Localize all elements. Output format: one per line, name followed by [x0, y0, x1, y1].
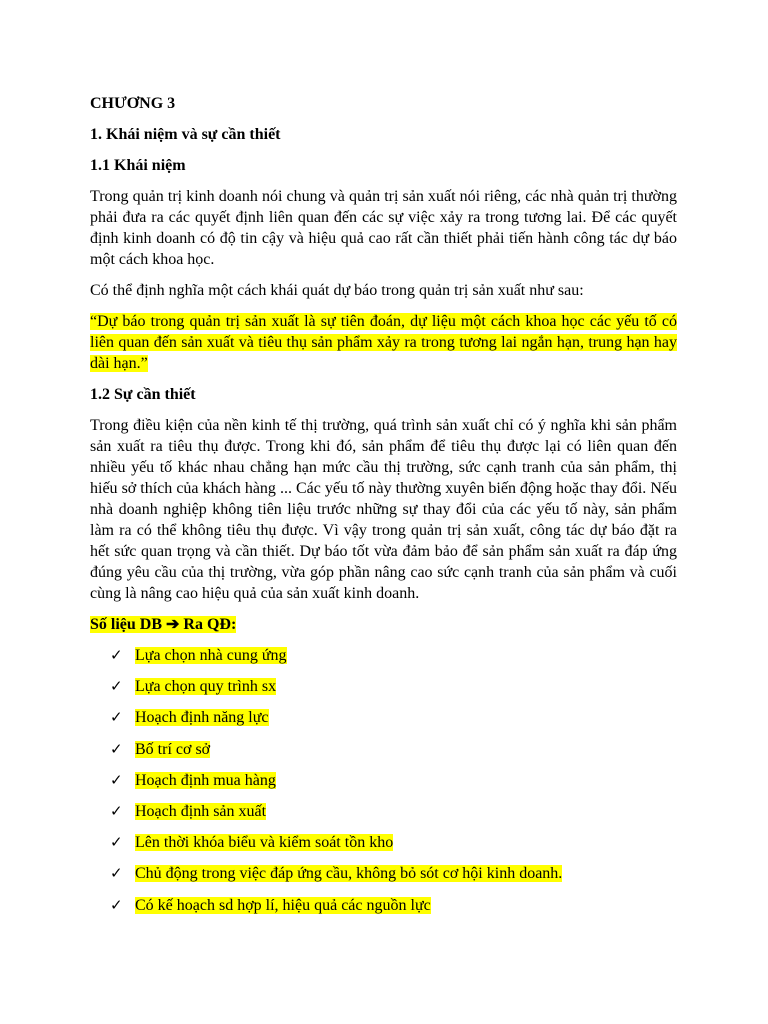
- subsection-heading-1-1: 1.1 Khái niệm: [90, 157, 186, 174]
- section-heading-1: 1. Khái niệm và sự cần thiết: [90, 126, 281, 143]
- list-item: [90, 863, 677, 884]
- checkmark-icon: ✓: [110, 646, 123, 664]
- list-item-text: Hoạch định năng lực: [135, 709, 269, 727]
- decision-heading: [90, 614, 677, 635]
- list-item-text: Bố trí cơ sở: [135, 740, 211, 758]
- paragraph-necessity: Trong điều kiện của nền kinh tế thị trường, quá trình sản xuất chỉ có ý nghĩa khi sản phẩm sản xuất ra tiêu thụ được. Trong khi đó, sản phẩm để tiêu thụ được lại có liên quan đến nhiều yếu tố khác nhau chẳng hạn mức cầu thị trường, sức cạnh tranh của sản phẩm, thị hiếu sở thích của khách hàng ... Các yếu tố này thường xuyên biến động hoặc thay đổi. Nếu nhà doanh nghiệp không tiên liệu trước những sự thay đổi của các yếu tố này, sản phẩm làm ra có thể không tiêu thụ được. Vì vậy trong quản trị sản xuất, công tác dự báo đặt ra hết sức quan trọng và cần thiết. Dự báo tốt vừa đảm bảo để sản phẩm sản xuất ra đáp ứng đúng yêu cầu của thị trường, vừa góp phần nâng cao sức cạnh tranh của sản phẩm và cuối cùng là nâng cao hiệu quả của sản xuất kinh doanh.: [90, 417, 677, 602]
- list-item-text: Chủ động trong việc đáp ứng cầu, không bỏ sót cơ hội kinh doanh.: [135, 865, 563, 883]
- checkmark-icon: ✓: [110, 833, 123, 852]
- chapter-title: CHƯƠNG 3: [90, 95, 176, 112]
- checkmark-icon: ✓: [110, 895, 123, 914]
- list-item: [90, 676, 677, 697]
- list-item-text: Lựa chọn nhà cung ứng: [135, 647, 287, 664]
- decision-checklist: [90, 645, 677, 916]
- checkmark-icon: ✓: [110, 708, 123, 727]
- list-item: [90, 895, 677, 916]
- decision-heading-text: Số liệu DB ➔ Ra QĐ:: [90, 616, 237, 633]
- list-item-text: Hoạch định sản xuất: [135, 802, 267, 820]
- list-item: [90, 801, 677, 822]
- checkmark-icon: ✓: [110, 770, 123, 789]
- paragraph-concept: Trong quản trị kinh doanh nói chung và quản trị sản xuất nói riêng, các nhà quản trị thường phải đưa ra các quyết định liên quan đến các sự việc xảy ra trong tương lai. Để các quyết định kinh doanh có độ tin cậy và hiệu quả cao rất cần thiết phải tiến hành công tác dự báo một cách khoa học.: [90, 188, 677, 268]
- checkmark-icon: ✓: [110, 739, 123, 758]
- list-item-text: Hoạch định mua hàng: [135, 771, 276, 789]
- list-item: [90, 739, 677, 760]
- list-item-text: Lên thời khóa biểu và kiểm soát tồn kho: [135, 834, 394, 852]
- list-item: [90, 832, 677, 853]
- checkmark-icon: ✓: [110, 864, 123, 883]
- definition-quote-text: “Dự báo trong quản trị sản xuất là sự tiên đoán, dự liệu một cách khoa học các yếu tố có liên quan đến sản xuất và tiêu thụ sản phẩm xảy ra trong tương lai ngắn hạn, trung hạn hay dài hạn.”: [90, 313, 677, 372]
- document-page: [90, 93, 677, 926]
- subsection-heading-1-2: 1.2 Sự cần thiết: [90, 386, 196, 403]
- paragraph-definition-intro: Có thể định nghĩa một cách khái quát dự báo trong quản trị sản xuất như sau:: [90, 282, 584, 299]
- list-item: [90, 707, 677, 728]
- list-item-text: Có kế hoạch sd hợp lí, hiệu quả các nguồn lực: [135, 896, 431, 914]
- list-item-text: Lựa chọn quy trình sx: [135, 678, 277, 696]
- checkmark-icon: ✓: [110, 677, 123, 696]
- checkmark-icon: ✓: [110, 801, 123, 820]
- list-item: [90, 645, 677, 666]
- list-item: [90, 770, 677, 791]
- definition-quote: [90, 311, 677, 374]
